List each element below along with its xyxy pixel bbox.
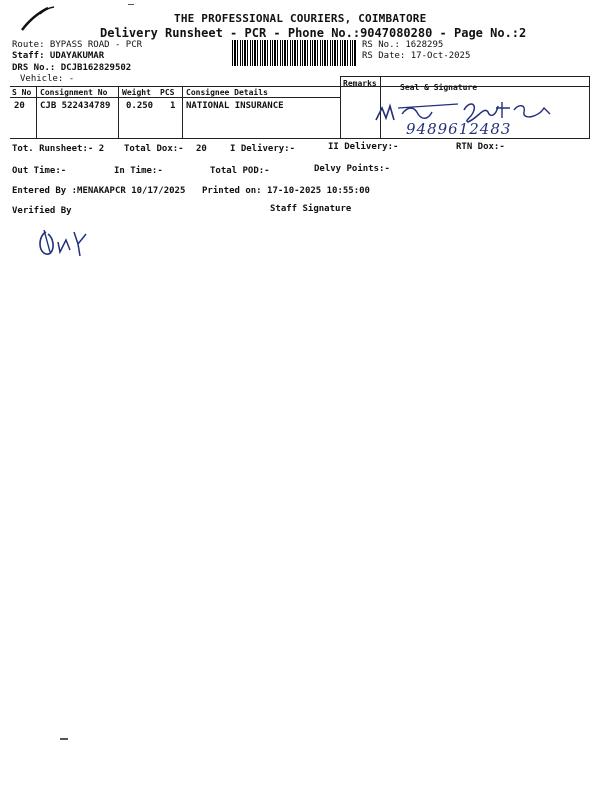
- col-header-consignee: Consignee Details: [186, 88, 268, 97]
- scan-speck: [128, 4, 134, 5]
- table-divider: [182, 86, 183, 138]
- col-header-sno: S No: [12, 88, 32, 97]
- out-time: Out Time:-: [12, 166, 67, 176]
- total-dox-value: 20: [196, 144, 207, 154]
- staff-signature-label: Staff Signature: [270, 204, 352, 214]
- remarks-box-top: [340, 76, 590, 77]
- table-divider: [36, 86, 37, 138]
- runsheet-subtitle: Delivery Runsheet - PCR - Phone No.:9047080280 - Page No.:2: [100, 26, 527, 40]
- verified-by-label: Verified By: [12, 206, 72, 216]
- staff-label: Staff: UDAYAKUMAR: [12, 51, 105, 61]
- col-header-pcs: PCS: [160, 88, 175, 97]
- delvy-points: Delvy Points:-: [314, 164, 390, 174]
- scan-speck: [60, 738, 68, 740]
- printed-on: Printed on: 17-10-2025 10:55:00: [202, 186, 370, 196]
- total-dox-label: Total Dox:-: [124, 144, 184, 154]
- corner-scribble-mark: [18, 4, 58, 34]
- row-sno: 20: [14, 101, 25, 111]
- col-header-remarks: Remarks: [343, 79, 377, 88]
- col-header-seal-signature: Seal & Signature: [400, 83, 478, 92]
- phone-digits: 9489612483: [406, 120, 512, 138]
- table-border-top: [10, 86, 590, 87]
- table-divider: [118, 86, 119, 138]
- ii-delivery: II Delivery:-: [328, 142, 399, 152]
- rs-date: RS Date: 17-Oct-2025: [362, 51, 471, 61]
- handwritten-phone-number: [404, 118, 554, 140]
- col-header-consignment: Consignment No: [40, 88, 108, 97]
- table-header-bottom: [10, 97, 340, 98]
- drs-number: DRS No.: DCJB162829502: [12, 63, 132, 73]
- row-pcs: 1: [170, 101, 176, 111]
- row-consignment-no: CJB 522434789: [40, 101, 111, 111]
- rtn-dox: RTN Dox:-: [456, 142, 505, 152]
- tot-runsheet: Tot. Runsheet:- 2: [12, 144, 105, 154]
- col-header-weight: Weight: [122, 88, 151, 97]
- table-divider: [340, 76, 341, 138]
- verifier-initials-signature: [34, 222, 94, 262]
- i-delivery: I Delivery:-: [230, 144, 296, 154]
- total-pod: Total POD:-: [210, 166, 270, 176]
- barcode-image: [232, 40, 356, 66]
- vehicle-label: Vehicle: -: [20, 74, 75, 84]
- route-label: Route: BYPASS ROAD - PCR: [12, 40, 143, 50]
- table-border-right: [589, 76, 590, 138]
- row-weight: 0.250: [126, 101, 154, 111]
- rs-number: RS No.: 1628295: [362, 40, 444, 50]
- row-consignee: NATIONAL INSURANCE: [186, 101, 284, 111]
- in-time: In Time:-: [114, 166, 163, 176]
- company-title: THE PROFESSIONAL COURIERS, COIMBATORE: [174, 12, 427, 25]
- entered-by: Entered By :MENAKAPCR 10/17/2025: [12, 186, 186, 196]
